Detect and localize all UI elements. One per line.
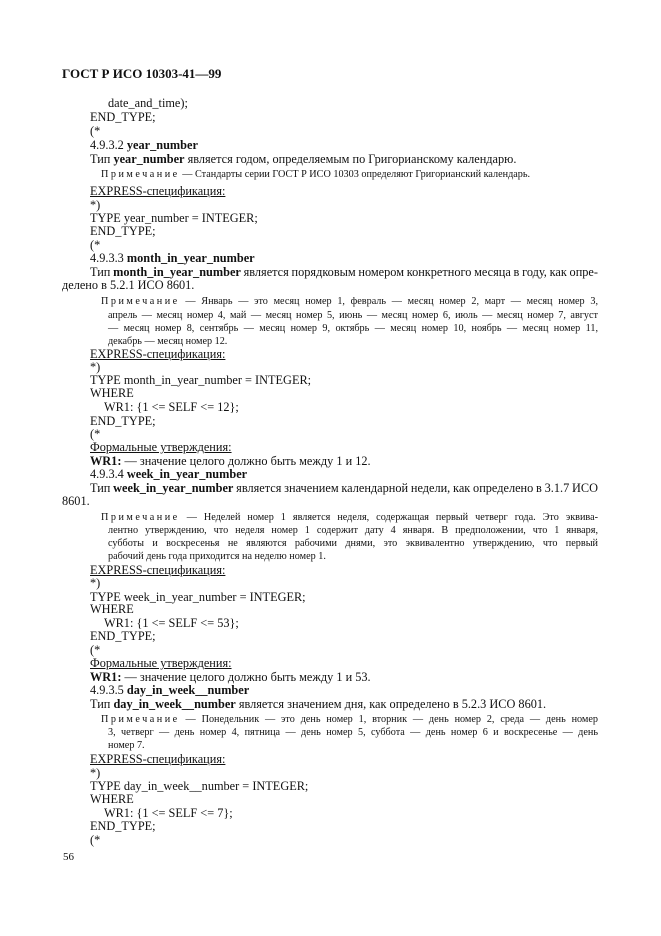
text-line	[90, 238, 100, 252]
text-segment: Тип	[90, 481, 114, 495]
text-segment: WHERE	[90, 792, 134, 806]
text-segment: — Январь — это месяц номер 1, февраль — месяц номер 2, март — месяц номер 3,	[179, 296, 598, 307]
text-segment: является значением календарной недели, как определено в 3.1.7 ИСО	[233, 481, 598, 495]
text-segment: является годом, определяемым по Григорианскому календарю.	[184, 152, 517, 166]
text-line	[90, 211, 258, 225]
page-number: 56	[63, 851, 74, 863]
text-segment: 4.9.3.4	[90, 467, 127, 481]
text-line	[62, 278, 194, 292]
text-line	[90, 670, 371, 684]
note-line	[101, 168, 530, 182]
note-line	[108, 537, 598, 551]
text-segment: декабрь — месяц номер 12.	[108, 336, 228, 347]
text-segment: является значением дня, как определено в 5.2.3 ИСО 8601.	[235, 697, 547, 711]
text-line	[108, 96, 188, 110]
text-line	[90, 683, 249, 697]
text-segment: рабочий день года приходится на неделю номер 1.	[108, 551, 326, 562]
text-segment: (*	[90, 124, 101, 138]
text-segment: 8601.	[62, 494, 90, 508]
text-line	[90, 414, 156, 428]
text-line	[90, 779, 308, 793]
text-segment: делено в 5.2.1 ИСО 8601.	[62, 278, 195, 292]
text-segment: — месяц номер 8, сентябрь — месяц номер 9, октябрь — месяц номер 10, ноябрь — месяц номер 11,	[108, 323, 598, 334]
note-line	[101, 713, 598, 727]
text-segment: 4.9.3.2	[90, 138, 127, 152]
text-line	[90, 467, 247, 481]
term-bold: week_in_year_number	[113, 481, 234, 495]
document-header: ГОСТ Р ИСО 10303-41—99	[62, 66, 222, 81]
text-segment: апрель — месяц номер 4, май — месяц номер 5, июнь — месяц номер 6, июль — месяц номер 7, август	[108, 310, 598, 321]
text-segment: 4.9.3.5	[90, 683, 127, 697]
term-bold: month_in_year_number	[126, 251, 255, 265]
text-segment: END_TYPE;	[90, 224, 156, 238]
note-line	[101, 511, 598, 525]
text-segment: — Неделей номер 1 является неделя, содержащая первый четверг года. Это эквива-	[179, 512, 598, 523]
note-line	[108, 309, 598, 323]
term-bold: day_in_week__number	[113, 697, 236, 711]
note-line	[108, 550, 326, 564]
text-line	[90, 752, 225, 766]
text-line	[90, 184, 225, 198]
text-segment: — значение целого должно быть между 1 и 12.	[121, 454, 371, 468]
text-line	[90, 265, 598, 279]
text-segment: TYPE month_in_year_number = INTEGER;	[90, 373, 312, 387]
text-segment: — значение целого должно быть между 1 и 53.	[121, 670, 371, 684]
text-segment: *)	[90, 198, 101, 212]
text-line	[90, 819, 156, 833]
text-segment: номер 7.	[108, 740, 145, 751]
text-segment: TYPE day_in_week__number = INTEGER;	[90, 779, 309, 793]
text-segment: Тип	[90, 697, 114, 711]
text-line	[90, 656, 232, 670]
text-segment: WR1: {1 <= SELF <= 12};	[104, 400, 239, 414]
section-label: EXPRESS-спецификация:	[90, 347, 226, 361]
text-line	[90, 766, 100, 780]
section-label: Формальные утверждения:	[90, 440, 232, 454]
text-line	[90, 792, 134, 806]
term-bold: month_in_year_number	[113, 265, 241, 279]
text-line	[90, 138, 198, 152]
text-segment: — Стандарты серии ГОСТ Р ИСО 10303 определяют Григорианский календарь.	[179, 169, 531, 180]
text-segment: Тип	[90, 152, 114, 166]
text-line	[90, 481, 598, 495]
term-bold: week_in_year_number	[126, 467, 248, 481]
term-bold: year_number	[113, 152, 185, 166]
text-line	[90, 386, 134, 400]
text-line	[104, 400, 239, 414]
note-label: Примечание	[101, 169, 180, 180]
text-segment: — Понедельник — это день номер 1, вторник — день номер 2, среда — день номер	[179, 714, 598, 725]
text-line	[90, 833, 100, 847]
text-line	[104, 616, 239, 630]
section-label: EXPRESS-спецификация:	[90, 563, 226, 577]
term-bold: WR1:	[90, 670, 122, 684]
text-segment: (*	[90, 833, 101, 847]
text-segment: WR1: {1 <= SELF <= 7};	[104, 806, 233, 820]
text-segment: WHERE	[90, 386, 134, 400]
text-line	[90, 440, 232, 454]
text-line	[90, 224, 156, 238]
text-segment: TYPE year_number = INTEGER;	[90, 211, 258, 225]
text-segment: END_TYPE;	[90, 110, 156, 124]
text-line	[90, 454, 371, 468]
text-segment: *)	[90, 576, 101, 590]
text-segment: Тип	[90, 265, 114, 279]
text-line	[90, 198, 100, 212]
text-line	[90, 347, 225, 361]
text-line	[90, 427, 100, 441]
text-line	[90, 152, 516, 166]
text-line	[90, 251, 255, 265]
text-segment: WR1: {1 <= SELF <= 53};	[104, 616, 239, 630]
note-line	[108, 739, 145, 753]
note-line	[101, 295, 598, 309]
text-line	[90, 110, 156, 124]
text-segment: лентно утверждению, что неделя номер 1 содержит дату 4 января. В предположении, что 1 января,	[108, 525, 598, 536]
text-line	[90, 629, 156, 643]
section-label: EXPRESS-спецификация:	[90, 752, 226, 766]
text-segment: TYPE week_in_year_number = INTEGER;	[90, 590, 306, 604]
text-segment: субботы и воскресенья не являются рабочими днями, это эквивалентно утверждению, что первый	[108, 538, 598, 549]
note-line	[108, 322, 598, 336]
note-label: Примечание	[101, 714, 180, 725]
section-label: EXPRESS-спецификация:	[90, 184, 226, 198]
text-line	[104, 806, 233, 820]
text-segment: END_TYPE;	[90, 629, 156, 643]
text-line	[90, 697, 546, 711]
note-line	[108, 726, 598, 740]
note-label: Примечание	[101, 512, 180, 523]
text-line	[90, 563, 225, 577]
term-bold: day_in_week__number	[126, 683, 250, 697]
text-segment: (*	[90, 238, 101, 252]
text-line	[90, 602, 134, 616]
text-line	[62, 494, 90, 508]
text-line	[90, 124, 100, 138]
text-segment: 4.9.3.3	[90, 251, 127, 265]
text-segment: (*	[90, 643, 101, 657]
text-line	[90, 373, 311, 387]
text-segment: date_and_time);	[108, 96, 188, 110]
text-segment: *)	[90, 360, 101, 374]
text-segment: END_TYPE;	[90, 819, 156, 833]
text-line	[90, 360, 100, 374]
term-bold: WR1:	[90, 454, 122, 468]
text-segment: END_TYPE;	[90, 414, 156, 428]
text-segment: является порядковым номером конкретного месяца в году, как опре-	[240, 265, 598, 279]
text-line	[90, 576, 100, 590]
note-label: Примечание	[101, 296, 180, 307]
term-bold: year_number	[126, 138, 198, 152]
note-line	[108, 524, 598, 538]
text-segment: *)	[90, 766, 101, 780]
text-line	[90, 643, 100, 657]
section-label: Формальные утверждения:	[90, 656, 232, 670]
text-segment: WHERE	[90, 602, 134, 616]
text-segment: (*	[90, 427, 101, 441]
text-segment: 3, четверг — день номер 4, пятница — день номер 5, суббота — день номер 6 и воскресенье — день	[108, 727, 598, 738]
